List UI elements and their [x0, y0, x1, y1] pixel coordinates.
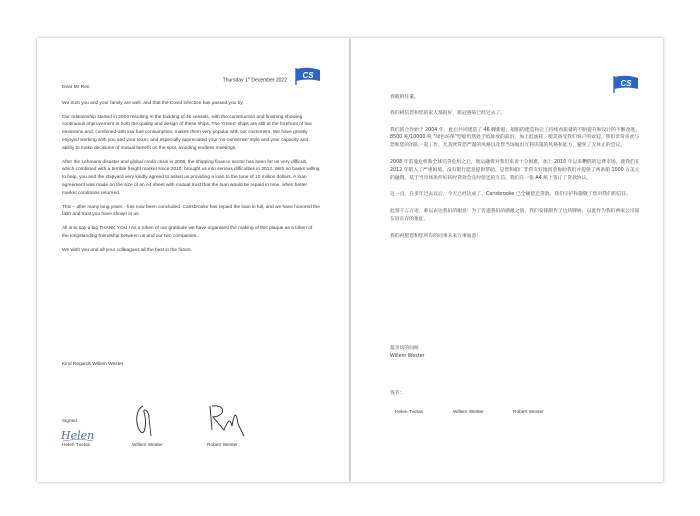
paragraph: 我们相信您和您的家人都很好，新冠感染已经过去了。: [390, 110, 506, 116]
closing-line: Kind Regards Willem Wester: [62, 362, 124, 367]
signer-name: Willem Wester: [132, 443, 163, 448]
paragraph: 我们的合作始于 2004 年，此后共同建造了 46 艘新船，船舶的建造和完工持续看质量的不断提升和设计的不断改进。8500 吨/10000 吨 "绿色环保"型船仍然处于低排放的前沿，加上低油耗，使其备受我们客户的欢迎。我们非常喜欢与您和您的团队一起工作，尤其欣赏您严谨的风格以及您当场做出互利决策的风格和能力，避免了无休止的会议。: [390, 127, 640, 149]
salutation: 春敬的任董，: [390, 95, 419, 100]
paragraph: We trust you and your family are well, and that the Covid infection has passed you by.: [62, 100, 244, 106]
paragraph: After the Lehmans disaster and global credit crisis in 2008, the shipping finance sector has been for us very difficult, which combined with a terrible freight market since 2010, brought us into serious difficulties in 2012. With no banks willing to help, you and the shipyard very kindly agreed to assist us providing a loan to the tune of 10 million dollars. A loan agreement was made on the size of an A4 sheet with mutual trust that the loan would be repaid in time, when better market conditions returned.: [62, 159, 320, 196]
paragraph: 我们祝愿您和您所有的同事未来万事如意！: [390, 233, 482, 239]
signer-name: Robert Wester: [207, 443, 238, 448]
chinese-letter-page: [351, 38, 663, 482]
signer-name: Willem Wester: [453, 410, 484, 415]
paragraph: All is to say a big THANK YOU ! As a token of our gratitude we have organised the making of this plaque as a token of the longstanding friendship between us and our two companies.: [62, 226, 313, 239]
letter-body: [62, 84, 320, 261]
carisbrooke-logo-icon: [293, 66, 323, 86]
paragraph: Our relationship started in 2004 resulting in the building of 46 vessels, with the construction and finishing showing continuous improvement in both the quality and design of these ships. The 'Green' ships are still at the forefront of low emissions and, combined with low fuel consumption, makes them very popular with our customers. We have greatly enjoyed working with you and your team, and especially appreciated your 'no-nonsense' style and your capacity and ability to make decisions of mutual benefit on the spot, avoiding endless meetings.: [62, 114, 312, 151]
signed-label: Signed: [62, 419, 77, 424]
signature-text: Helen: [61, 429, 95, 442]
paragraph: We wish you and all your colleagues all the best in the future.: [62, 247, 193, 253]
letter-body-chinese: [390, 94, 640, 250]
salutation: Dear Mr Ren,: [62, 85, 91, 90]
willem-signature-icon: [129, 402, 159, 447]
signer-name: Robert Wester: [513, 410, 544, 415]
paragraph: 2008 年雷曼危机和全球信贷危机之后，航运融资对我们来说十分困难，加上 2010 年以来糟糕的运费市场，使我们在 2012 年陷入了严重困境。没有银行愿意提供帮助，是您和船厂非常友好地同意协助我们并提供了两条船 1000 万美元的融资。基于当市场条件好转时贷款会及时偿还的互信，我们在一张 A4 纸上签订了贷款协议。: [390, 159, 640, 181]
paragraph: 此刻千言万语，难以表达我们的谢意！为了传递我们的感激之情，我们安排制作了这块牌匾，以此作为我们两家公司间友谊长存的象征。: [390, 209, 640, 222]
signer-name: Helen Tvetan: [62, 443, 91, 448]
paragraph: This – after many long years - has now been concluded. Carisbrooke has repaid the loan in full, and we have honored the faith and trust you have shown in us.: [62, 204, 320, 218]
paragraph: 这一点，在多年过去以后，今天已经达成了。Carisbrooke 已全额偿还贷款，我们守护和敬敬了您对我们的信任。: [390, 192, 632, 198]
english-letter-page: [37, 38, 349, 482]
letter-date: Thursday 1st December 2022: [222, 76, 287, 84]
robert-signature-icon: [204, 400, 250, 449]
logo-text: CS: [620, 79, 632, 88]
signed-label: 签名：: [390, 391, 405, 396]
closing-line: 最亲切的问候 Willem Wester: [390, 346, 425, 359]
carisbrooke-logo-icon: [611, 74, 641, 94]
logo-text: CS: [302, 71, 314, 80]
signer-name: Helen Tvetan: [395, 410, 424, 415]
